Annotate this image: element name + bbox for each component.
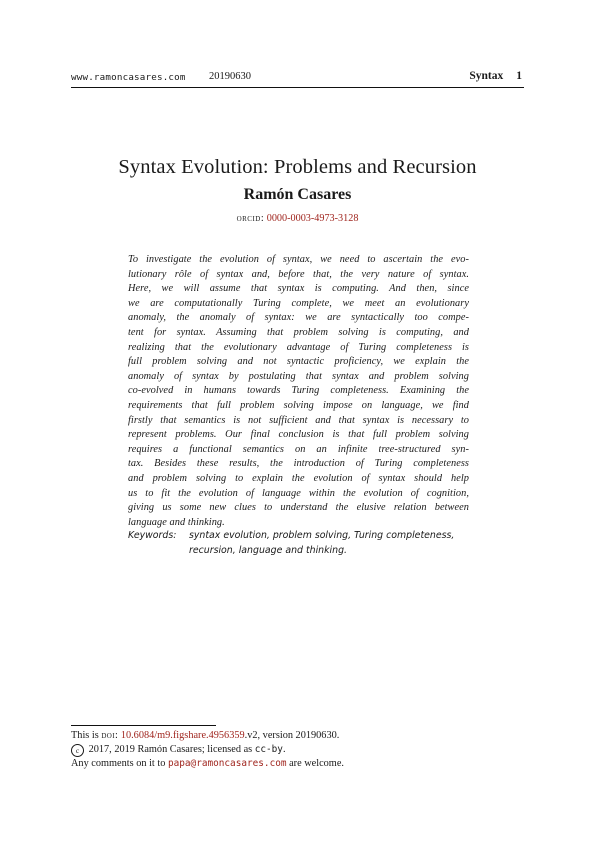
keywords-line: recursion, language and thinking.	[189, 544, 348, 556]
keywords-text	[189, 529, 479, 558]
abstract-line: requirements that full problem solving impose on language, we find	[128, 399, 469, 411]
keywords-label: Keywords:	[128, 530, 177, 541]
keywords-line: syntax evolution, problem solving, Turing completeness,	[189, 530, 455, 541]
copyright-icon: c	[71, 744, 84, 757]
abstract-line: tax. Besides these results, the introduction of Turing completeness	[128, 458, 469, 470]
doi-link[interactable]: 10.6084/m9.figshare.4956359	[120, 730, 245, 741]
footnote	[71, 729, 531, 772]
abstract-line: anomaly, the anomaly of syntax: we are syntactically too compe-	[128, 312, 469, 324]
doi-prefix: This is	[71, 730, 99, 741]
header-right	[469, 70, 522, 82]
abstract-line: and problem solving to explain the evolution of syntax should help	[128, 472, 469, 484]
abstract-line: full problem solving and not syntactic proficiency, we explain the	[128, 356, 469, 368]
abstract-line: represent problems. Our final conclusion is that full problem solving	[128, 429, 469, 441]
abstract-line: realizing that the evolutionary advantage of Turing completeness is	[128, 341, 469, 353]
header-short-title: Syntax	[469, 70, 504, 82]
orcid-line	[0, 213, 595, 224]
abstract-line: co-evolved in humans towards Turing completeness. Examining the	[128, 385, 469, 397]
orcid-label: orcid:	[236, 213, 265, 224]
abstract-line: giving us some new clues to understand the elusive relation between	[128, 502, 469, 514]
doi-line	[71, 729, 531, 743]
header-date: 20190630	[209, 71, 251, 82]
abstract-line: we are computationally Turing complete, we meet an evolutionary	[128, 297, 469, 309]
abstract-line: language and thinking.	[128, 516, 225, 528]
copyright-text: 2017, 2019 Ramón Casares; licensed as	[88, 744, 253, 756]
header-rule	[71, 87, 524, 88]
abstract-line: firstly that semantics is not sufficient and that syntax is necessary to	[128, 414, 469, 426]
doi-label: doi:	[101, 730, 119, 741]
comments-prefix: Any comments on it to	[71, 758, 166, 770]
copyright-line	[71, 743, 531, 757]
paper-title: Syntax Evolution: Problems and Recursion	[118, 156, 477, 178]
license-name: cc-by	[254, 744, 283, 756]
header-url[interactable]: www.ramoncasares.com	[71, 72, 186, 83]
footnote-rule	[71, 725, 216, 726]
abstract-line: requires a functional semantics on an infinite tree-structured syn-	[128, 443, 469, 455]
comments-line	[71, 757, 531, 771]
abstract-line: anomaly of syntax by postulating that syntax and problem solving	[128, 370, 469, 382]
abstract-line: To investigate the evolution of syntax, we need to ascertain the evo-	[128, 254, 469, 265]
comments-suffix: are welcome.	[289, 758, 344, 770]
running-header	[71, 70, 524, 84]
abstract-line: tent for syntax. Assuming that problem solving is computing, and	[128, 326, 469, 338]
abstract	[128, 253, 469, 530]
author-name: Ramón Casares	[243, 186, 352, 203]
doi-suffix: .v2, version 20190630.	[244, 730, 340, 741]
license-end: .	[282, 744, 286, 756]
header-page-number: 1	[516, 70, 522, 82]
abstract-line: lutionary rôle of syntax and, before that, the very nature of syntax.	[128, 268, 469, 280]
abstract-line: us to fit the evolution of language within the evolution of cognition,	[128, 487, 469, 499]
email-link[interactable]: papa@ramoncasares.com	[167, 758, 287, 770]
abstract-line: Here, we will assume that syntax is computing. And then, since	[128, 283, 469, 295]
orcid-link[interactable]: 0000-0003-4973-3128	[266, 213, 359, 224]
